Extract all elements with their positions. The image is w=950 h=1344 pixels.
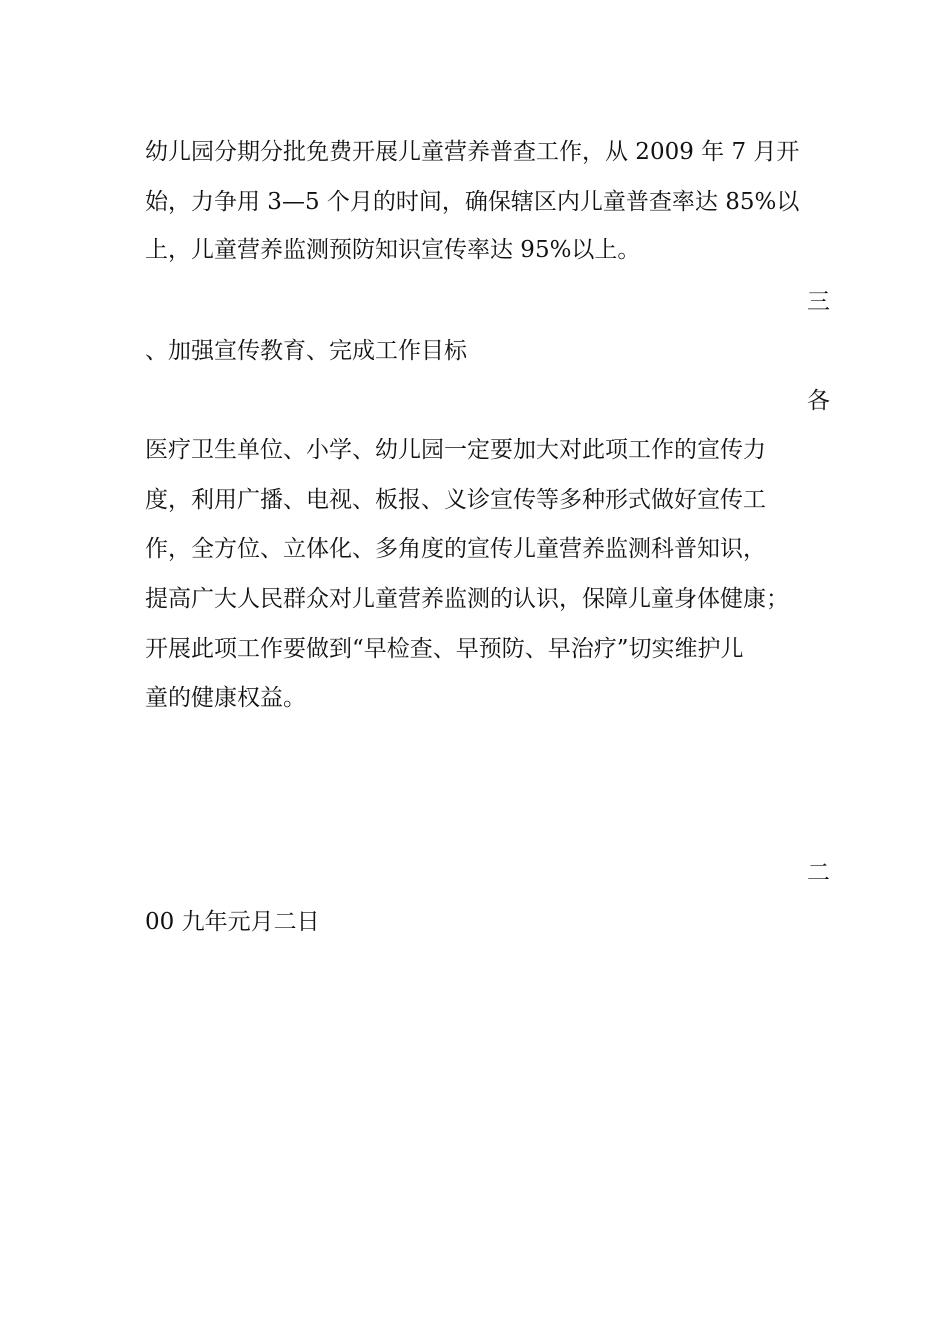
section-3-marker: 三: [807, 289, 830, 315]
section-3-heading: 、加强宣传教育、完成工作目标: [145, 338, 467, 364]
paragraph-1-line-1: 幼儿园分期分批免费开展儿童营养普查工作，从 2009 年 7 月开: [145, 139, 800, 165]
paragraph-2-line-4: 提高广大人民群众对儿童营养监测的认识，保障儿童身体健康；: [145, 586, 789, 612]
paragraph-2-line-2: 度，利用广播、电视、板报、义诊宣传等多种形式做好宣传工: [145, 487, 766, 513]
paragraph-1-line-3: 上，儿童营养监测预防知识宣传率达 95%以上。: [145, 237, 641, 263]
date-line: 00 九年元月二日: [145, 909, 320, 935]
paragraph-2-marker: 各: [807, 388, 830, 414]
paragraph-2-line-1: 医疗卫生单位、小学、幼儿园一定要加大对此项工作的宣传力: [145, 437, 766, 463]
date-marker: 二: [807, 860, 830, 886]
paragraph-2-line-5: 开展此项工作要做到“早检查、早预防、早治疗”切实维护儿: [145, 636, 744, 662]
paragraph-2-line-6: 童的健康权益。: [145, 685, 306, 711]
paragraph-1-line-2: 始，力争用 3—5 个月的时间，确保辖区内儿童普查率达 85%以: [145, 189, 800, 215]
paragraph-2-line-3: 作，全方位、立体化、多角度的宣传儿童营养监测科普知识，: [145, 536, 766, 562]
